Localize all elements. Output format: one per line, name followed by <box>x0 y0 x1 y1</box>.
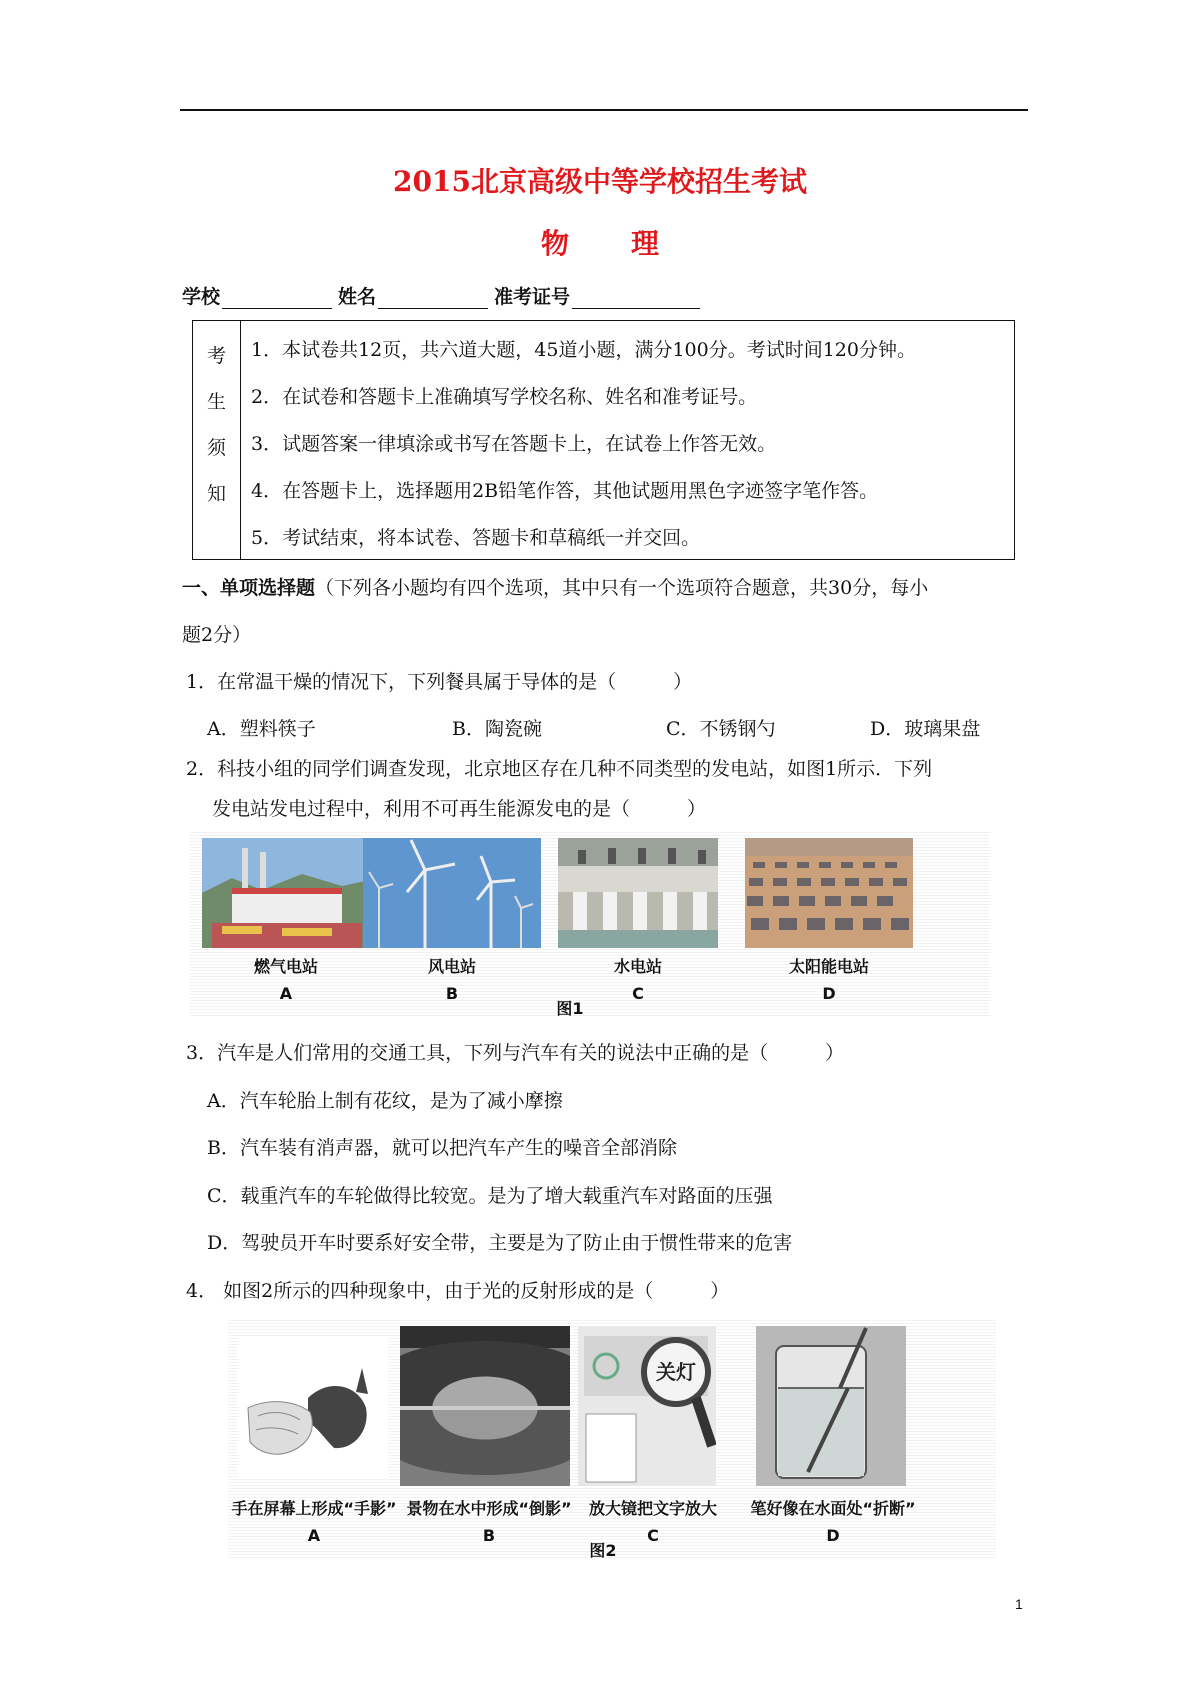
fig1-letter-d: D <box>822 984 836 1003</box>
q4-stem: 4． 如图2所示的四种现象中，由于光的反射形成的是（ ） <box>186 1280 730 1302</box>
q3-option-c: C．载重汽车的车轮做得比较宽。是为了增大载重汽车对路面的压强 <box>207 1185 773 1207</box>
section1-line1 <box>182 573 928 600</box>
notice-box <box>192 320 1015 560</box>
subject-title: 物理 <box>540 227 721 260</box>
fig1-caption: 图1 <box>556 999 584 1018</box>
magnified-sign-text: 关灯 <box>656 1360 696 1384</box>
wind-power-station-image <box>363 838 541 948</box>
fig1-letter-b: B <box>445 984 459 1003</box>
gas-power-station-image <box>202 838 370 948</box>
q3-stem: 3．汽车是人们常用的交通工具，下列与汽车有关的说法中正确的是（ ） <box>186 1042 845 1064</box>
school-blank[interactable] <box>222 288 332 309</box>
section1-heading: 一、单项选择题 <box>182 577 316 599</box>
notice-item: 4．在答题卡上，选择题用2B铅笔作答，其他试题用黑色字迹签字笔作答。 <box>251 480 879 502</box>
exam-id-label: 准考证号 <box>494 286 571 308</box>
fig2-letter-d: D <box>826 1526 840 1545</box>
solar-power-station-image <box>745 838 913 948</box>
fig1-letter-a: A <box>279 984 293 1003</box>
fig2-label-a: 手在屏幕上形成“手影” <box>231 1499 397 1518</box>
exam-id-blank[interactable] <box>572 288 700 309</box>
fig2-letter-b: B <box>482 1526 496 1545</box>
notice-char: 知 <box>206 483 226 505</box>
fig2-caption: 图2 <box>589 1541 617 1560</box>
fig1-letter-c: C <box>632 984 644 1003</box>
notice-side-label <box>193 321 241 559</box>
hand-shadow-image <box>238 1338 388 1478</box>
section1-desc: （下列各小题均有四个选项，其中只有一个选项符合题意，共30分，每小 <box>315 577 929 599</box>
exam-title: 2015北京高级中等学校招生考试 <box>393 165 807 198</box>
notice-item: 1．本试卷共12页，共六道大题，45道小题，满分100分。考试时间120分钟。 <box>251 339 916 361</box>
figure-1 <box>190 830 990 1016</box>
fig1-label-b: 风电站 <box>427 957 476 976</box>
notice-char: 生 <box>206 391 226 413</box>
q2-stem-line2: 发电站发电过程中，利用不可再生能源发电的是（ ） <box>212 798 707 820</box>
fig2-letter-a: A <box>307 1526 321 1545</box>
header-rule <box>180 109 1028 111</box>
figure-2 <box>228 1318 996 1558</box>
fig1-label-c: 水电站 <box>613 957 662 976</box>
pencil-in-water-image <box>756 1326 906 1486</box>
fig2-letter-c: C <box>647 1526 659 1545</box>
q1-option-b: B．陶瓷碗 <box>452 718 542 740</box>
school-label: 学校 <box>182 286 221 308</box>
q1-option-c: C．不锈钢勺 <box>666 718 776 740</box>
page-number: 1 <box>1015 1596 1023 1612</box>
student-info-line <box>182 282 706 309</box>
name-label: 姓名 <box>338 286 377 308</box>
fig2-label-d: 笔好像在水面处“折断” <box>750 1499 916 1518</box>
q1-stem: 1．在常温干燥的情况下，下列餐具属于导体的是（ ） <box>186 671 693 693</box>
q3-option-b: B．汽车装有消声器，就可以把汽车产生的噪音全部消除 <box>207 1137 677 1159</box>
bridge-reflection-image <box>400 1326 570 1486</box>
q3-option-d: D．驾驶员开车时要系好安全带，主要是为了防止由于惯性带来的危害 <box>207 1232 793 1254</box>
fig1-label-d: 太阳能电站 <box>788 957 869 976</box>
notice-char: 须 <box>206 437 226 459</box>
notice-item: 3．试题答案一律填涂或书写在答题卡上，在试卷上作答无效。 <box>251 433 777 455</box>
q1-option-d: D．玻璃果盘 <box>870 718 981 740</box>
notice-char: 考 <box>206 345 226 367</box>
fig1-label-a: 燃气电站 <box>253 957 318 976</box>
notice-item: 5．考试结束，将本试卷、答题卡和草稿纸一并交回。 <box>251 527 701 549</box>
section1-desc-line2: 题2分） <box>182 624 252 646</box>
fig2-label-b: 景物在水中形成“倒影” <box>406 1499 572 1518</box>
q1-option-a: A．塑料筷子 <box>207 718 316 740</box>
magnifier-image <box>578 1326 716 1486</box>
notice-item: 2．在试卷和答题卡上准确填写学校名称、姓名和准考证号。 <box>251 386 758 408</box>
hydro-power-station-image <box>558 838 718 948</box>
name-blank[interactable] <box>378 288 488 309</box>
q2-stem-line1: 2．科技小组的同学们调查发现，北京地区存在几种不同类型的发电站，如图1所示．下列 <box>186 758 933 780</box>
q3-option-a: A．汽车轮胎上制有花纹，是为了减小摩擦 <box>207 1090 563 1112</box>
fig2-label-c: 放大镜把文字放大 <box>588 1499 717 1518</box>
